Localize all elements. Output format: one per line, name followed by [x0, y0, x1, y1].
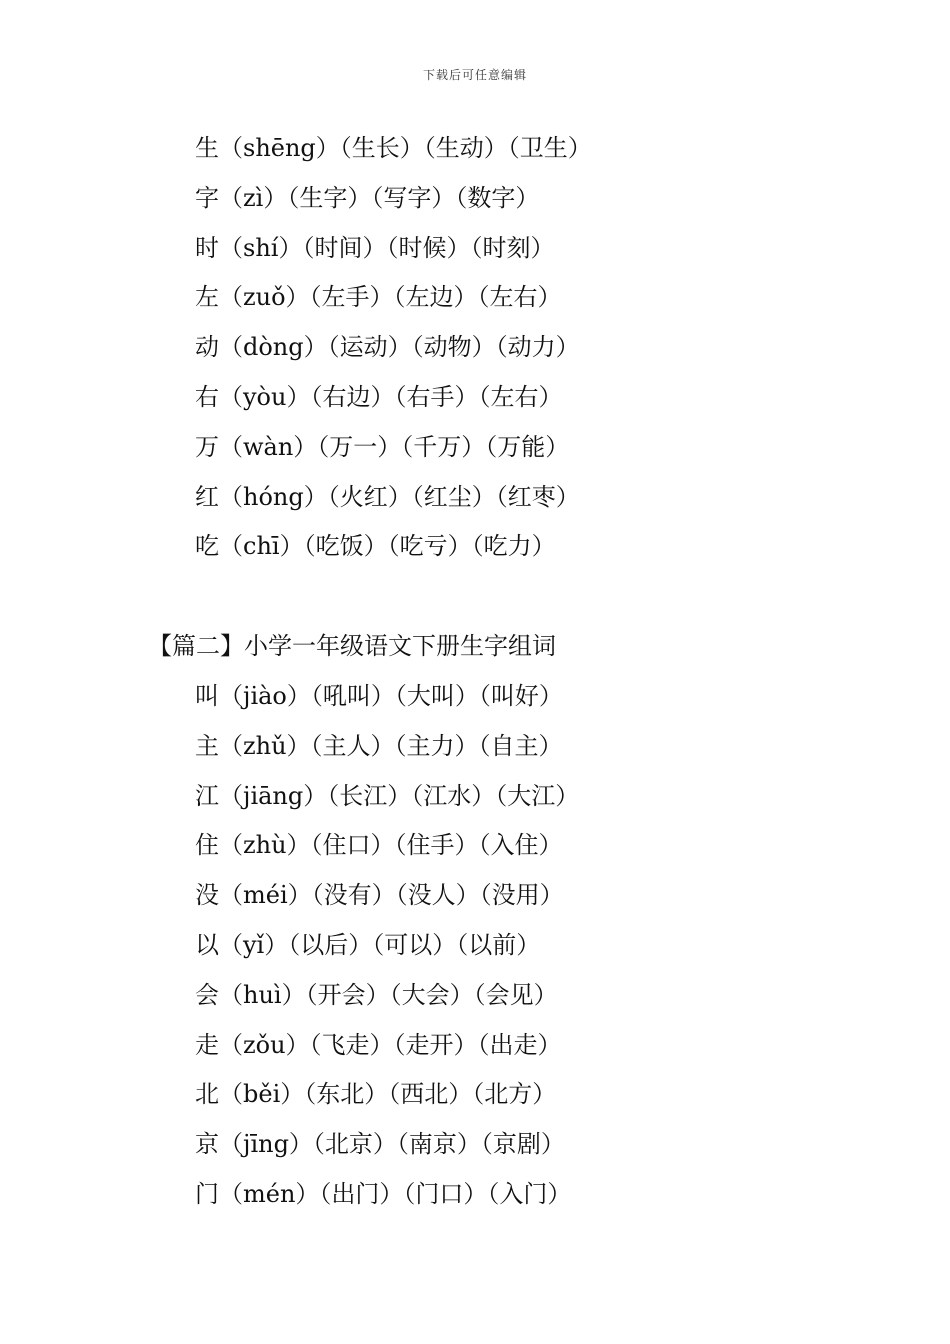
section-heading: 【篇二】小学一年级语文下册生字组词: [148, 632, 556, 660]
list-item: 会（huì）（开会）（大会）（会见）: [195, 980, 558, 1009]
list-item: 门（mén）（出门）（门口）（入门）: [195, 1179, 572, 1208]
list-item: 京（jīng）（北京）（南京）（京剧）: [195, 1130, 565, 1159]
list-item: 红（hóng）（火红）（红尘）（红枣）: [195, 482, 580, 511]
list-item: 万（wàn）（万一）（千万）（万能）: [195, 432, 570, 461]
list-item: 北（běi）（东北）（西北）（北方）: [195, 1080, 557, 1109]
list-item: 住（zhù）（住口）（住手）（入住）: [195, 831, 563, 860]
list-item: 走（zǒu）（飞走）（走开）（出走）: [195, 1030, 562, 1059]
list-item: 叫（jiào）（吼叫）（大叫）（叫好）: [195, 682, 563, 710]
list-item: 没（méi）（没有）（没人）（没用）: [195, 881, 564, 910]
list-item: 主（zhǔ）（主人）（主力）（自主）: [195, 731, 563, 760]
list-item: 右（yòu）（右边）（右手）（左右）: [195, 382, 563, 411]
section-two-list: [195, 672, 579, 1220]
list-item: 左（zuǒ）（左手）（左边）（左右）: [195, 283, 562, 312]
page-header: 下载后可任意编辑: [422, 68, 527, 82]
list-item: 时（shí）（时间）（时候）（时刻）: [195, 233, 555, 262]
list-item: 动（dòng）（运动）（动物）（动力）: [195, 333, 580, 362]
list-item: 字（zì）（生字）（写字）（数字）: [195, 183, 540, 212]
list-item: 以（yǐ）（以后）（可以）（以前）: [195, 930, 541, 959]
section-one-list: [195, 124, 592, 572]
list-item: 江（jiāng）（长江）（江水）（大江）: [195, 781, 580, 810]
list-item: 吃（chī）（吃饭）（吃亏）（吃力）: [195, 532, 556, 561]
list-item: 生（shēng）（生长）（生动）（卫生）: [195, 134, 592, 162]
